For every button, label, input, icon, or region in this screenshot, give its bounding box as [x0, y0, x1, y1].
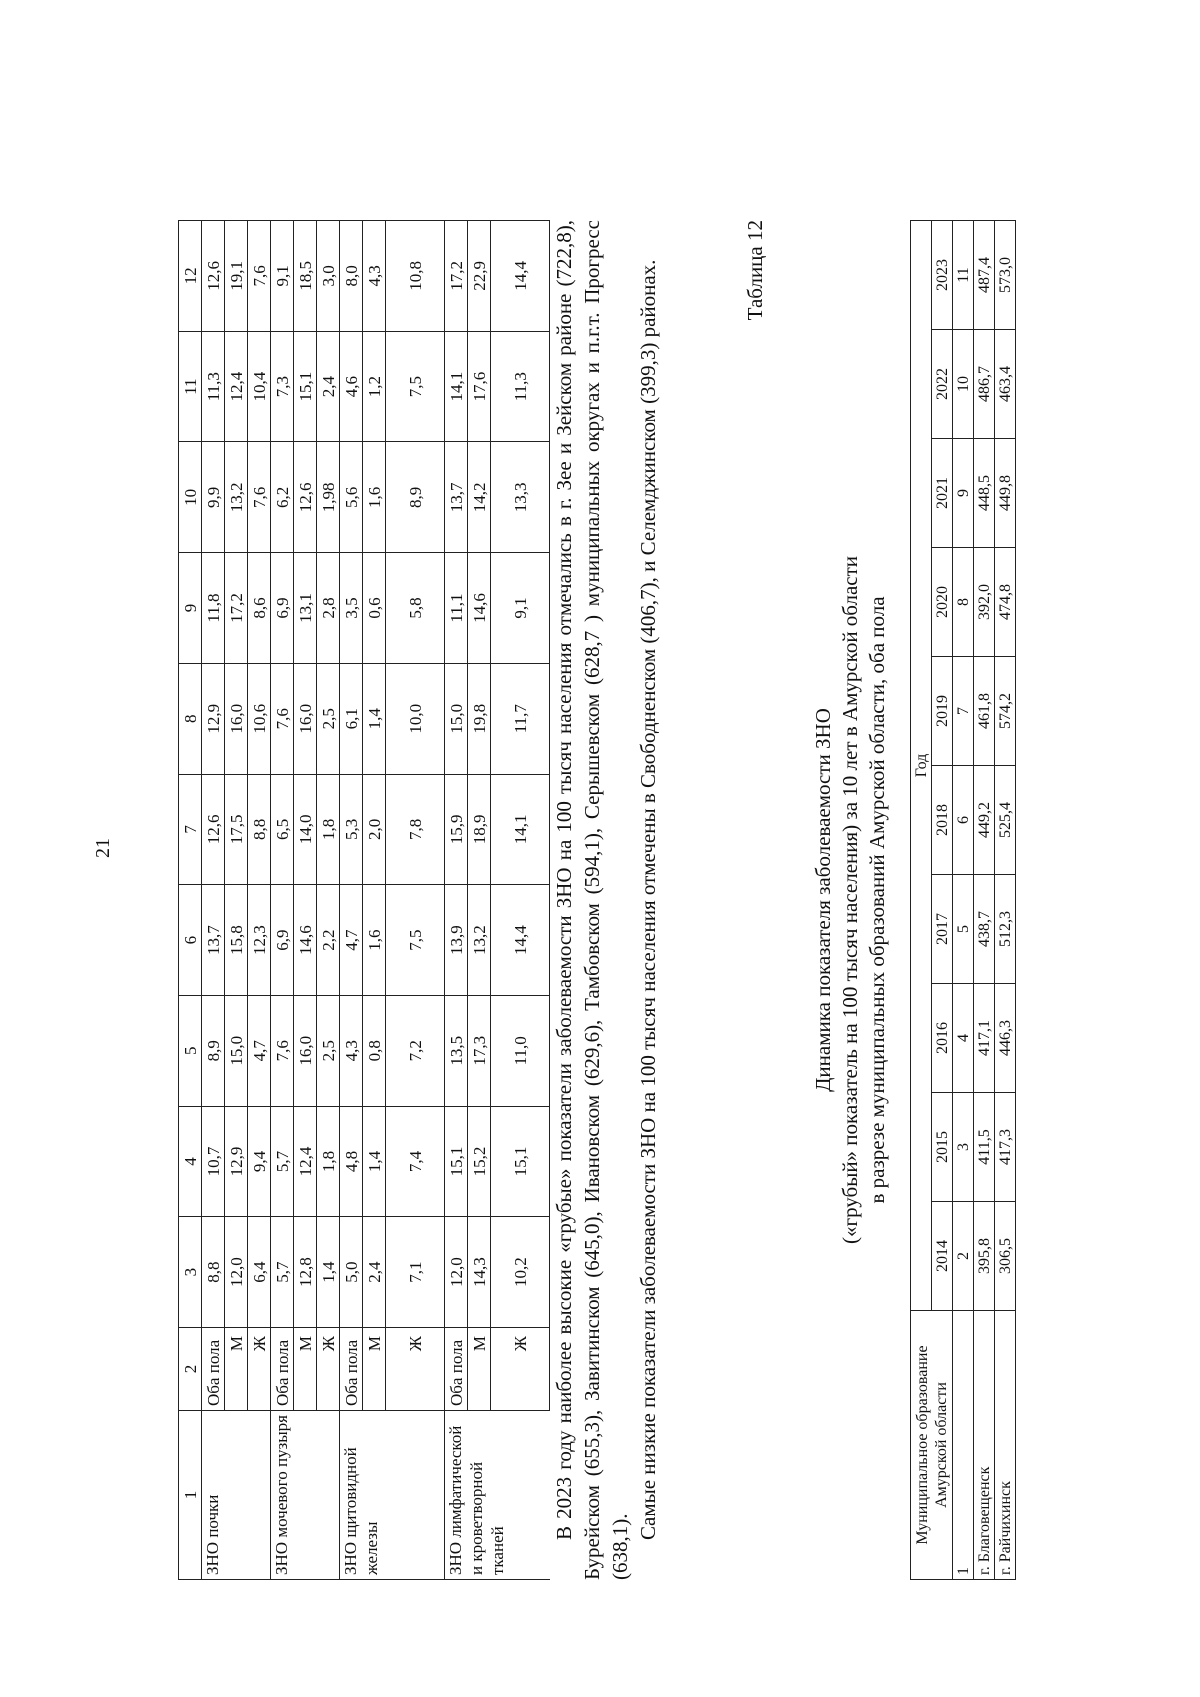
sex-label: М [363, 1328, 386, 1411]
value-cell: 487,4 [974, 221, 995, 330]
value-cell: 449,8 [995, 439, 1016, 548]
table-row [974, 221, 995, 1580]
value-cell: 10,4 [248, 331, 271, 442]
value-cell: 306,5 [995, 1202, 1016, 1311]
value-cell: 7,2 [386, 995, 445, 1106]
value-cell: 0,6 [363, 553, 386, 664]
value-cell: 9,1 [271, 221, 294, 332]
value-cell: 4,7 [340, 885, 363, 996]
value-cell: 1,8 [317, 1106, 340, 1217]
value-cell: 8,8 [248, 774, 271, 885]
value-cell: 448,5 [974, 439, 995, 548]
value-cell: 2,4 [363, 1217, 386, 1328]
value-cell: 395,8 [974, 1202, 995, 1311]
sex-label: Ж [317, 1328, 340, 1411]
value-cell: 16,0 [294, 663, 317, 774]
sex-label: Ж [491, 1328, 550, 1411]
value-cell: 16,0 [294, 995, 317, 1106]
value-cell: 12,6 [202, 221, 225, 332]
value-cell: 486,7 [974, 330, 995, 439]
value-cell: 2,5 [317, 995, 340, 1106]
year-cell: 2020 [932, 548, 953, 657]
value-cell: 512,3 [995, 875, 1016, 984]
paragraph-low-rates: Самые низкие показатели заболеваемости ЗНО на 100 тысяч населения отмечены в Свободненском (406,7), и Селемджинском (399,3) районах. [636, 259, 660, 1540]
body-text [550, 220, 662, 1580]
value-cell: 10,7 [202, 1106, 225, 1217]
value-cell: 17,5 [225, 774, 248, 885]
value-cell: 8,8 [202, 1217, 225, 1328]
value-cell: 9,4 [248, 1106, 271, 1217]
value-cell: 17,3 [468, 995, 491, 1106]
page-number: 21 [92, 838, 114, 858]
value-cell: 15,1 [294, 331, 317, 442]
sex-label: Оба пола [340, 1328, 363, 1411]
value-cell: 17,6 [468, 331, 491, 442]
value-cell: 18,5 [294, 221, 317, 332]
column-number-cell: 7 [179, 774, 202, 885]
table-row [294, 221, 317, 1580]
table-title-line: в разрезе муниципальных образований Амурской области, оба пола [865, 596, 889, 1204]
column-number-cell: 2 [953, 1202, 974, 1311]
value-cell: 15,2 [468, 1106, 491, 1217]
year-cell: 2015 [932, 1093, 953, 1202]
value-cell: 7,6 [271, 663, 294, 774]
table-row [202, 221, 225, 1580]
value-cell: 7,5 [386, 885, 445, 996]
value-cell: 14,1 [445, 331, 468, 442]
value-cell: 13,7 [445, 442, 468, 553]
value-cell: 525,4 [995, 766, 1016, 875]
value-cell: 12,0 [445, 1217, 468, 1328]
incidence-table-continued [178, 220, 550, 1580]
sex-label: Оба пола [271, 1328, 294, 1411]
value-cell: 9,1 [491, 553, 550, 664]
cancer-site-label: ЗНО лимфатической и кроветворной тканей [445, 1411, 550, 1580]
value-cell: 1,4 [317, 1217, 340, 1328]
value-cell: 12,6 [202, 774, 225, 885]
value-cell: 463,4 [995, 330, 1016, 439]
year-cell: 2017 [932, 875, 953, 984]
value-cell: 14,3 [468, 1217, 491, 1328]
value-cell: 15,9 [445, 774, 468, 885]
table-title-line: Динамика показателя заболеваемости ЗНО [811, 708, 835, 1092]
value-cell: 392,0 [974, 548, 995, 657]
column-number-cell: 5 [953, 875, 974, 984]
column-number-cell: 4 [953, 984, 974, 1093]
value-cell: 22,9 [468, 221, 491, 332]
table-row [271, 221, 294, 1580]
value-cell: 5,7 [271, 1106, 294, 1217]
paragraph-high-rates: В 2023 году наиболее высокие «грубые» показатели заболеваемости ЗНО на 100 тысяч населения отмечались в г. Зее и Зейском районе (722,8), Бурейском (655,3), Завитинском (645,0), Ивановском (629,6), Тамбовском (594,1), Серышевском (628,7 ) муниципальных округах и п.г.т. Прогресс (638,1). [552, 220, 632, 1580]
value-cell: 13,9 [445, 885, 468, 996]
year-cell: 2018 [932, 766, 953, 875]
value-cell: 2,4 [317, 331, 340, 442]
value-cell: 15,0 [445, 663, 468, 774]
column-number-cell: 7 [953, 657, 974, 766]
value-cell: 13,5 [445, 995, 468, 1106]
sex-label: М [225, 1328, 248, 1411]
value-cell: 11,3 [491, 331, 550, 442]
column-number-cell: 12 [179, 221, 202, 332]
column-number-cell: 1 [179, 1411, 202, 1580]
value-cell: 14,2 [468, 442, 491, 553]
value-cell: 574,2 [995, 657, 1016, 766]
column-number-cell: 4 [179, 1106, 202, 1217]
value-cell: 438,7 [974, 875, 995, 984]
value-cell: 1,8 [317, 774, 340, 885]
value-cell: 10,8 [386, 221, 445, 332]
municipality-name: г. Райчихинск [995, 1311, 1016, 1580]
value-cell: 6,4 [248, 1217, 271, 1328]
column-number-cell: 9 [179, 553, 202, 664]
sex-label: Ж [248, 1328, 271, 1411]
table-row [363, 221, 386, 1580]
column-number-cell: 10 [179, 442, 202, 553]
value-cell: 12,4 [225, 331, 248, 442]
value-cell: 6,2 [271, 442, 294, 553]
value-cell: 16,0 [225, 663, 248, 774]
sex-label: М [294, 1328, 317, 1411]
cancer-site-label: ЗНО почки [202, 1411, 271, 1580]
value-cell: 15,1 [445, 1106, 468, 1217]
value-cell: 12,0 [225, 1217, 248, 1328]
value-cell: 461,8 [974, 657, 995, 766]
value-cell: 7,8 [386, 774, 445, 885]
value-cell: 11,3 [202, 331, 225, 442]
year-cell: 2019 [932, 657, 953, 766]
value-cell: 1,6 [363, 442, 386, 553]
table-row [225, 221, 248, 1580]
value-cell: 14,6 [468, 553, 491, 664]
dynamics-table-body [974, 221, 1016, 1580]
value-cell: 7,6 [271, 995, 294, 1106]
value-cell: 13,2 [225, 442, 248, 553]
value-cell: 0,8 [363, 995, 386, 1106]
year-cell: 2022 [932, 330, 953, 439]
value-cell: 2,5 [317, 663, 340, 774]
value-cell: 1,98 [317, 442, 340, 553]
rotated-page-content [178, 220, 1200, 1580]
value-cell: 14,1 [491, 774, 550, 885]
table-label: Таблица 12 [743, 220, 767, 321]
sex-label: Оба пола [202, 1328, 225, 1411]
table-row [317, 221, 340, 1580]
value-cell: 2,8 [317, 553, 340, 664]
value-cell: 5,0 [340, 1217, 363, 1328]
year-cell: 2014 [932, 1202, 953, 1311]
column-number-cell: 1 [953, 1311, 974, 1580]
value-cell: 1,6 [363, 885, 386, 996]
column-number-cell: 2 [179, 1328, 202, 1411]
column-number-cell: 3 [953, 1093, 974, 1202]
value-cell: 11,1 [445, 553, 468, 664]
column-number-cell: 8 [179, 663, 202, 774]
value-cell: 7,6 [248, 442, 271, 553]
value-cell: 15,0 [225, 995, 248, 1106]
value-cell: 7,6 [248, 221, 271, 332]
value-cell: 12,9 [202, 663, 225, 774]
value-cell: 1,2 [363, 331, 386, 442]
sex-label: Оба пола [445, 1328, 468, 1411]
value-cell: 11,8 [202, 553, 225, 664]
value-cell: 13,1 [294, 553, 317, 664]
table-row [386, 221, 445, 1580]
value-cell: 12,8 [294, 1217, 317, 1328]
municipality-header: Муниципальное образование Амурской области [911, 1311, 953, 1580]
value-cell: 10,0 [386, 663, 445, 774]
value-cell: 10,6 [248, 663, 271, 774]
column-number-cell: 6 [179, 885, 202, 996]
cancer-site-label: ЗНО щитовидной железы [340, 1411, 445, 1580]
value-cell: 14,0 [294, 774, 317, 885]
year-cell: 2023 [932, 221, 953, 330]
value-cell: 5,6 [340, 442, 363, 553]
column-number-cell: 6 [953, 766, 974, 875]
value-cell: 5,7 [271, 1217, 294, 1328]
value-cell: 2,2 [317, 885, 340, 996]
value-cell: 4,3 [340, 995, 363, 1106]
sex-label: Ж [386, 1328, 445, 1411]
table-row [468, 221, 491, 1580]
value-cell: 7,3 [271, 331, 294, 442]
table-row [995, 221, 1016, 1580]
column-number-cell: 10 [953, 330, 974, 439]
value-cell: 8,0 [340, 221, 363, 332]
value-cell: 417,1 [974, 984, 995, 1093]
year-cell: 2021 [932, 439, 953, 548]
value-cell: 17,2 [445, 221, 468, 332]
value-cell: 11,0 [491, 995, 550, 1106]
table-body [179, 221, 550, 1580]
value-cell: 5,8 [386, 553, 445, 664]
value-cell: 7,1 [386, 1217, 445, 1328]
value-cell: 6,9 [271, 553, 294, 664]
value-cell: 10,2 [491, 1217, 550, 1328]
value-cell: 13,2 [468, 885, 491, 996]
value-cell: 5,3 [340, 774, 363, 885]
value-cell: 12,3 [248, 885, 271, 996]
table-row [248, 221, 271, 1580]
column-numbers-row [179, 221, 202, 1580]
value-cell: 4,3 [363, 221, 386, 332]
value-cell: 6,9 [271, 885, 294, 996]
value-cell: 1,4 [363, 1106, 386, 1217]
value-cell: 13,3 [491, 442, 550, 553]
value-cell: 1,4 [363, 663, 386, 774]
municipality-name: г. Благовещенск [974, 1311, 995, 1580]
column-number-cell: 11 [179, 331, 202, 442]
value-cell: 7,4 [386, 1106, 445, 1217]
value-cell: 13,7 [202, 885, 225, 996]
value-cell: 15,8 [225, 885, 248, 996]
year-cell: 2016 [932, 984, 953, 1093]
dynamics-table [910, 220, 1016, 1580]
value-cell: 2,0 [363, 774, 386, 885]
sex-label: М [468, 1328, 491, 1411]
value-cell: 19,1 [225, 221, 248, 332]
value-cell: 17,2 [225, 553, 248, 664]
value-cell: 4,7 [248, 995, 271, 1106]
value-cell: 3,5 [340, 553, 363, 664]
value-cell: 6,5 [271, 774, 294, 885]
value-cell: 449,2 [974, 766, 995, 875]
value-cell: 9,9 [202, 442, 225, 553]
value-cell: 14,6 [294, 885, 317, 996]
value-cell: 417,3 [995, 1093, 1016, 1202]
value-cell: 8,9 [386, 442, 445, 553]
column-number-cell: 9 [953, 439, 974, 548]
value-cell: 14,4 [491, 221, 550, 332]
column-number-cell: 3 [179, 1217, 202, 1328]
value-cell: 6,1 [340, 663, 363, 774]
table-row [445, 221, 468, 1580]
table-row [340, 221, 363, 1580]
value-cell: 8,6 [248, 553, 271, 664]
value-cell: 4,6 [340, 331, 363, 442]
table-row [491, 221, 550, 1580]
value-cell: 7,5 [386, 331, 445, 442]
value-cell: 3,0 [317, 221, 340, 332]
value-cell: 446,3 [995, 984, 1016, 1093]
value-cell: 11,7 [491, 663, 550, 774]
value-cell: 8,9 [202, 995, 225, 1106]
value-cell: 4,8 [340, 1106, 363, 1217]
cancer-site-label: ЗНО мочевого пузыря [271, 1411, 340, 1580]
value-cell: 12,9 [225, 1106, 248, 1217]
table-title-line: («грубый» показатель на 100 тысяч населения) за 10 лет в Амурской области [838, 555, 862, 1245]
column-numbers-row [953, 221, 974, 1580]
value-cell: 18,9 [468, 774, 491, 885]
value-cell: 12,4 [294, 1106, 317, 1217]
year-header: Год [911, 221, 932, 1311]
value-cell: 19,8 [468, 663, 491, 774]
value-cell: 573,0 [995, 221, 1016, 330]
value-cell: 474,8 [995, 548, 1016, 657]
value-cell: 12,6 [294, 442, 317, 553]
value-cell: 15,1 [491, 1106, 550, 1217]
value-cell: 14,4 [491, 885, 550, 996]
table-title [810, 220, 891, 1580]
column-number-cell: 5 [179, 995, 202, 1106]
value-cell: 411,5 [974, 1093, 995, 1202]
column-number-cell: 11 [953, 221, 974, 330]
column-number-cell: 8 [953, 548, 974, 657]
